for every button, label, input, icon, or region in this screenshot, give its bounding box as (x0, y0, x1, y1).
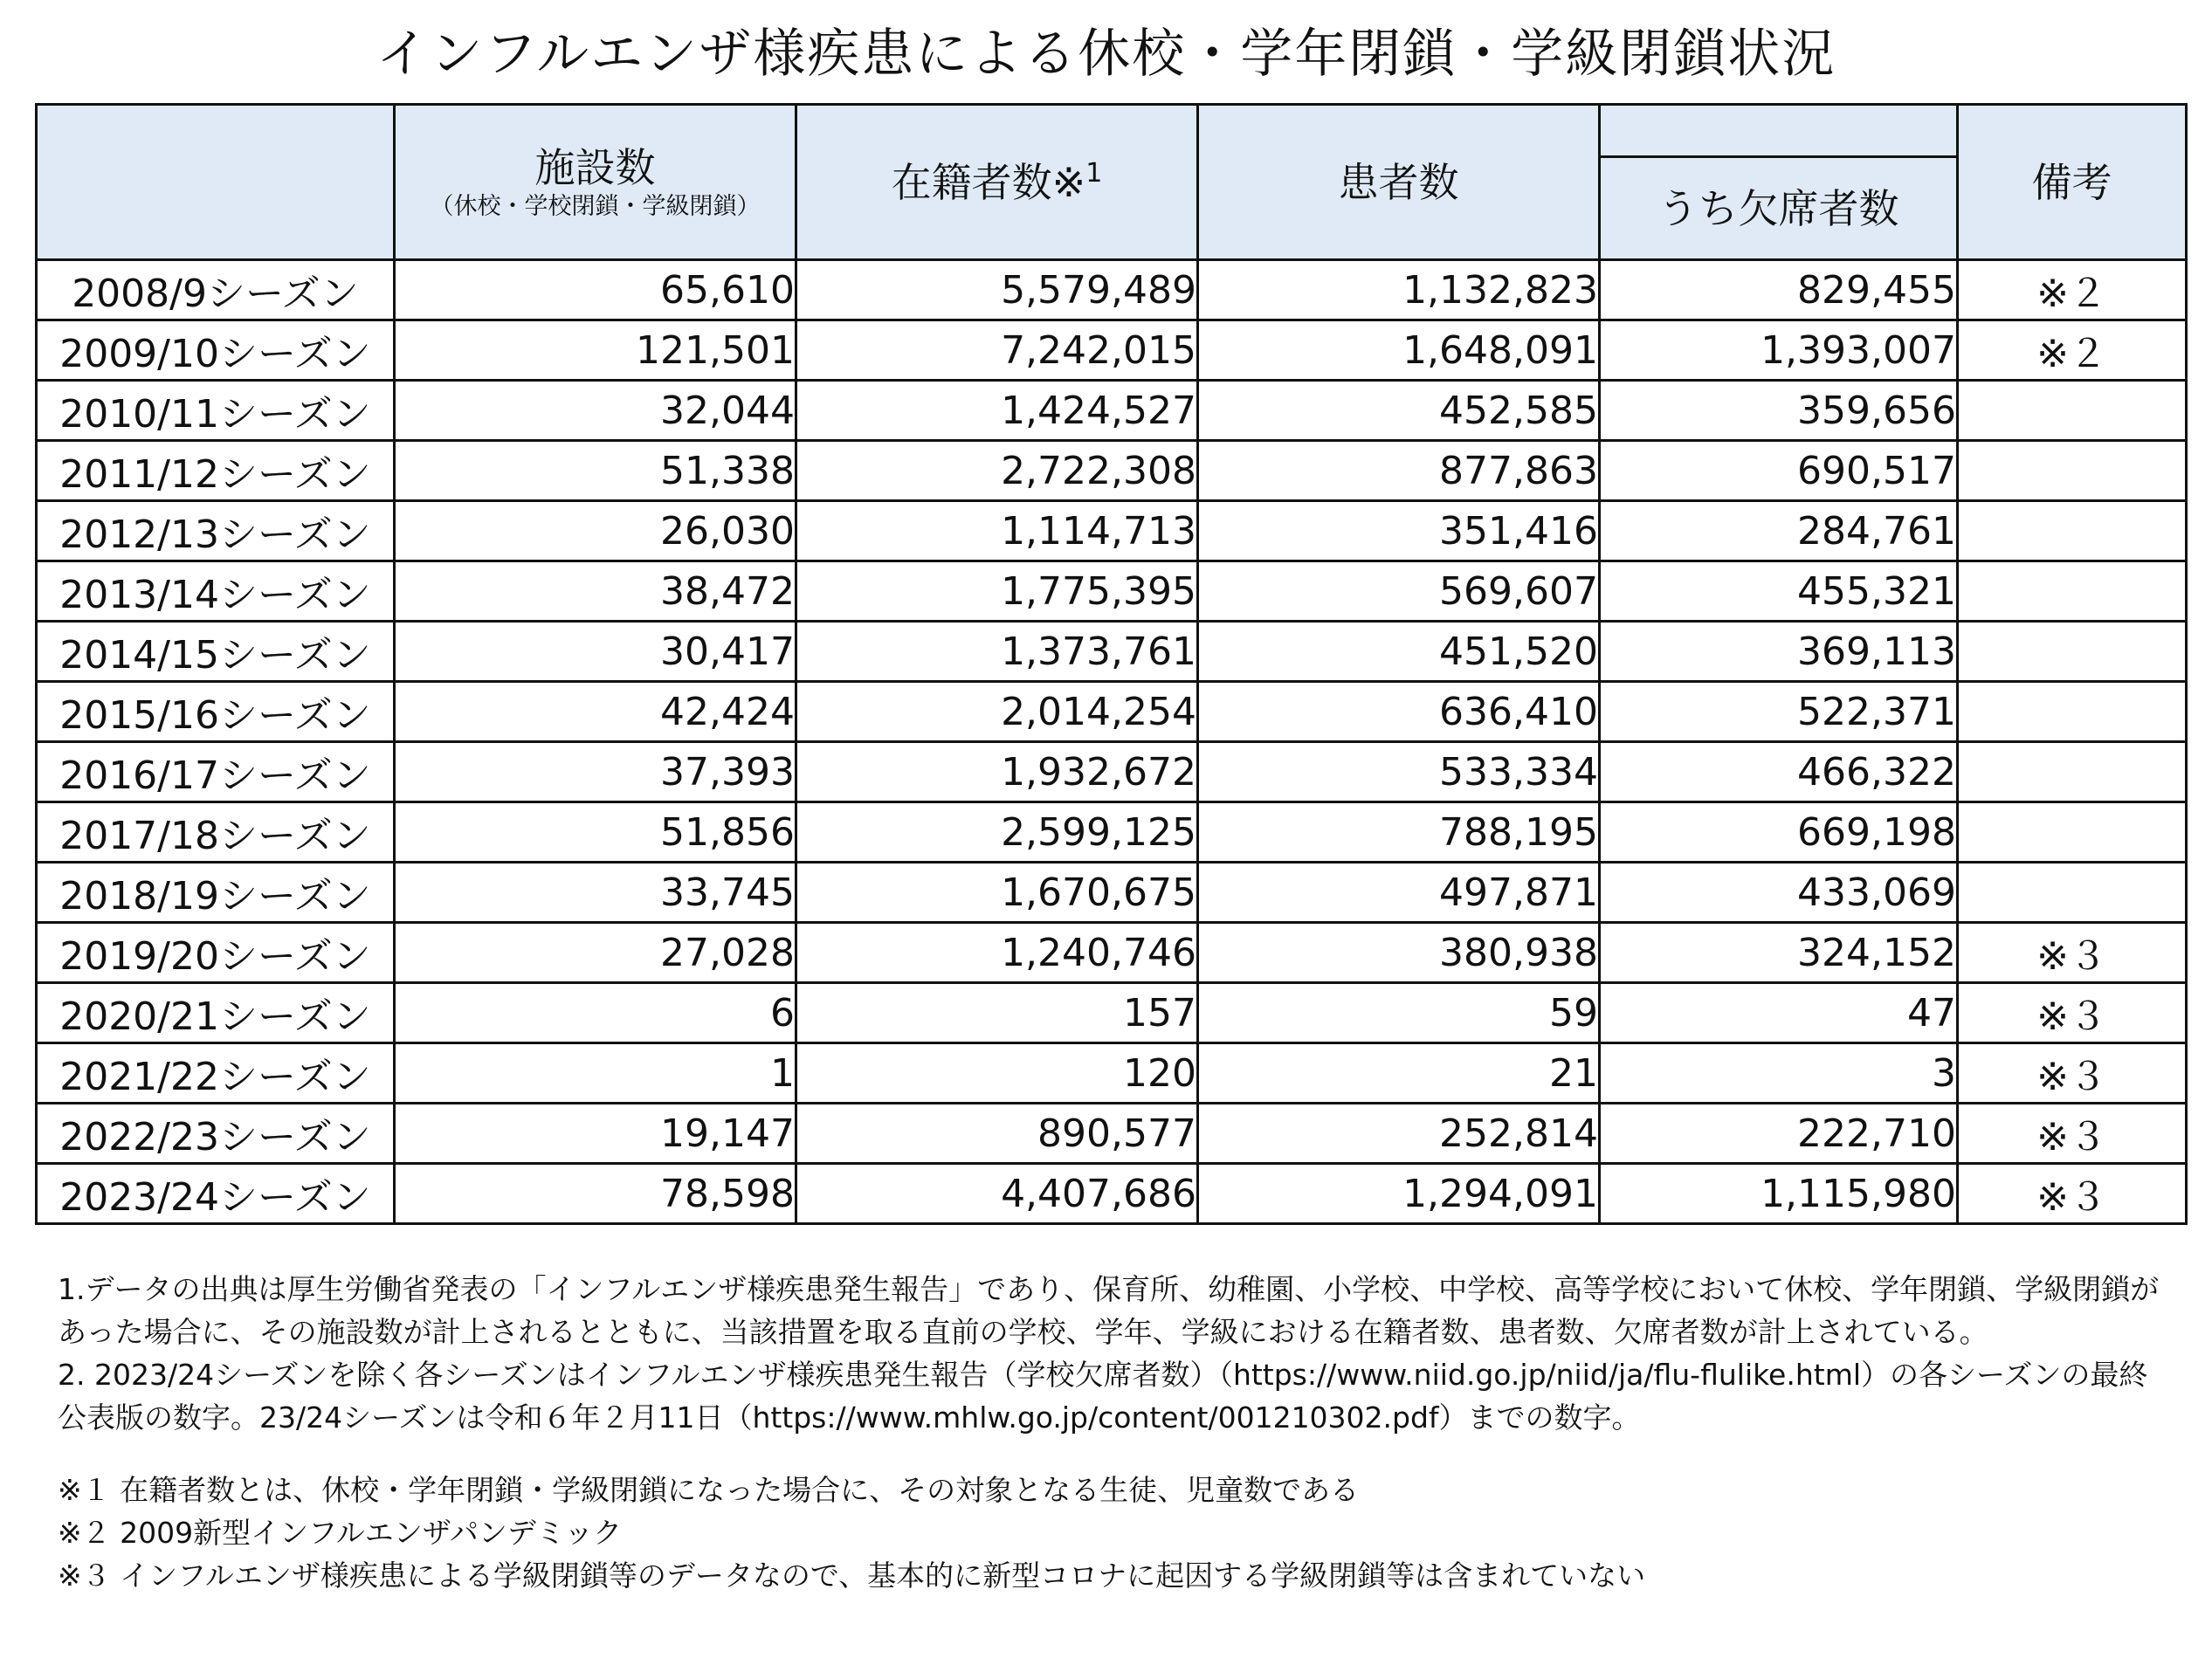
season-cell: 2020/21シーズン (37, 983, 395, 1043)
enrolled-cell: 1,932,672 (796, 742, 1198, 802)
table-row (37, 923, 2187, 983)
enrolled-cell: 2,599,125 (796, 802, 1198, 863)
patients-cell: 636,410 (1198, 682, 1600, 742)
season-cell: 2019/20シーズン (37, 923, 395, 983)
season-cell: 2021/22シーズン (37, 1043, 395, 1104)
patients-cell: 351,416 (1198, 501, 1600, 561)
remarks-cell: ※３ (1958, 1164, 2187, 1224)
footnote-2: ※２ 2009新型インフルエンザパンデミック (58, 1516, 623, 1550)
header-remarks-label: 備考 (2031, 158, 2112, 206)
table-row (37, 682, 2187, 742)
table-row (37, 320, 2187, 381)
remarks-cell: ※２ (1958, 260, 2187, 320)
enrolled-cell: 4,407,686 (796, 1164, 1198, 1224)
season-cell: 2022/23シーズン (37, 1104, 395, 1164)
facilities-cell: 1 (395, 1043, 796, 1104)
header-absent-label: うち欠席者数 (1657, 184, 1899, 232)
patients-cell: 380,938 (1198, 923, 1600, 983)
remarks-cell: ※３ (1958, 923, 2187, 983)
remarks-cell (1958, 381, 2187, 441)
table-row (37, 622, 2187, 682)
header-enrolled-label: 在籍者数※ (891, 158, 1086, 206)
facilities-cell: 42,424 (395, 682, 796, 742)
enrolled-cell: 1,240,746 (796, 923, 1198, 983)
absent-cell: 433,069 (1600, 863, 1958, 923)
absent-cell: 3 (1600, 1043, 1958, 1104)
header-enrolled (796, 105, 1198, 260)
season-cell: 2018/19シーズン (37, 863, 395, 923)
enrolled-cell: 5,579,489 (796, 260, 1198, 320)
note-2: 2. 2023/24シーズンを除く各シーズンはインフルエンザ様疾患発生報告（学校欠席者数）（https://www.niid.go.jp/niid/ja/flu-flulike.html）の各シーズンの最終公表版の数字。23/24シーズンは令和６年２月11日（https://www.mhlw.go.jp/content/001210302.pdf）までの数字。 (58, 1358, 2148, 1435)
table-row (37, 983, 2187, 1043)
note-1: 1.データの出典は厚生労働省発表の「インフルエンザ様疾患発生報告」であり、保育所、幼稚園、小学校、中学校、高等学校において休校、学年閉鎖、学級閉鎖があった場合に、その施設数が計上されるとともに、当該措置を取る直前の学校、学年、学級における在籍者数、患者数、欠席者数が計上されている。 (58, 1272, 2160, 1349)
enrolled-cell: 157 (796, 983, 1198, 1043)
table-row (37, 561, 2187, 622)
patients-cell: 877,863 (1198, 441, 1600, 501)
remarks-cell (1958, 863, 2187, 923)
facilities-cell: 51,338 (395, 441, 796, 501)
facilities-cell: 78,598 (395, 1164, 796, 1224)
enrolled-cell: 1,670,675 (796, 863, 1198, 923)
facilities-cell: 32,044 (395, 381, 796, 441)
remarks-cell: ※３ (1958, 983, 2187, 1043)
header-facilities-label: 施設数 (534, 143, 656, 191)
header-season (37, 105, 395, 260)
patients-cell: 451,520 (1198, 622, 1600, 682)
absent-cell: 669,198 (1600, 802, 1958, 863)
remarks-cell (1958, 682, 2187, 742)
patients-cell: 1,132,823 (1198, 260, 1600, 320)
season-cell: 2012/13シーズン (37, 501, 395, 561)
season-cell: 2011/12シーズン (37, 441, 395, 501)
season-cell: 2017/18シーズン (37, 802, 395, 863)
patients-cell: 1,294,091 (1198, 1164, 1600, 1224)
remarks-cell (1958, 561, 2187, 622)
patients-cell: 1,648,091 (1198, 320, 1600, 381)
enrolled-cell: 7,242,015 (796, 320, 1198, 381)
season-cell: 2023/24シーズン (37, 1164, 395, 1224)
facilities-cell: 121,501 (395, 320, 796, 381)
header-patients-label: 患者数 (1338, 158, 1459, 206)
header-remarks (1958, 105, 2187, 260)
patients-cell: 497,871 (1198, 863, 1600, 923)
table-row (37, 742, 2187, 802)
absent-cell: 455,321 (1600, 561, 1958, 622)
season-cell: 2013/14シーズン (37, 561, 395, 622)
season-cell: 2010/11シーズン (37, 381, 395, 441)
enrolled-cell: 1,114,713 (796, 501, 1198, 561)
remarks-cell (1958, 742, 2187, 802)
season-cell: 2009/10シーズン (37, 320, 395, 381)
absent-cell: 359,656 (1600, 381, 1958, 441)
enrolled-cell: 1,424,527 (796, 381, 1198, 441)
absent-cell: 522,371 (1600, 682, 1958, 742)
facilities-cell: 51,856 (395, 802, 796, 863)
table-row (37, 1043, 2187, 1104)
remarks-cell (1958, 802, 2187, 863)
season-cell: 2008/9シーズン (37, 260, 395, 320)
absent-cell: 47 (1600, 983, 1958, 1043)
footnote-1: ※１ 在籍者数とは、休校・学年閉鎖・学級閉鎖になった場合に、その対象となる生徒、児童数である (58, 1473, 1360, 1507)
facilities-cell: 6 (395, 983, 796, 1043)
absent-cell: 324,152 (1600, 923, 1958, 983)
patients-cell: 252,814 (1198, 1104, 1600, 1164)
footnote-3: ※３ インフルエンザ様疾患による学級閉鎖等のデータなので、基本的に新型コロナに起因する学級閉鎖等は含まれていない (58, 1558, 1646, 1593)
header-facilities-sub: （休校・学校閉鎖・学級閉鎖） (430, 192, 761, 220)
table-body (37, 260, 2187, 1224)
absent-cell: 1,115,980 (1600, 1164, 1958, 1224)
enrolled-cell: 2,014,254 (796, 682, 1198, 742)
remarks-cell (1958, 622, 2187, 682)
page-title: インフルエンザ様疾患による休校・学年閉鎖・学級閉鎖状況 (376, 24, 1836, 85)
remarks-cell: ※２ (1958, 320, 2187, 381)
absent-cell: 222,710 (1600, 1104, 1958, 1164)
facilities-cell: 65,610 (395, 260, 796, 320)
patients-cell: 569,607 (1198, 561, 1600, 622)
enrolled-cell: 1,775,395 (796, 561, 1198, 622)
table-row (37, 441, 2187, 501)
facilities-cell: 38,472 (395, 561, 796, 622)
remarks-cell (1958, 501, 2187, 561)
closure-table (35, 103, 2188, 1225)
facilities-cell: 27,028 (395, 923, 796, 983)
header-absent (1600, 157, 1958, 260)
patients-cell: 21 (1198, 1043, 1600, 1104)
table-row (37, 1104, 2187, 1164)
enrolled-cell: 2,722,308 (796, 441, 1198, 501)
header-patients (1198, 105, 1600, 260)
facilities-cell: 33,745 (395, 863, 796, 923)
patients-cell: 533,334 (1198, 742, 1600, 802)
table-row (37, 1164, 2187, 1224)
facilities-cell: 37,393 (395, 742, 796, 802)
enrolled-cell: 1,373,761 (796, 622, 1198, 682)
header-patients-spacer (1600, 105, 1958, 157)
absent-cell: 284,761 (1600, 501, 1958, 561)
table-row (37, 381, 2187, 441)
remarks-cell: ※３ (1958, 1043, 2187, 1104)
enrolled-cell: 120 (796, 1043, 1198, 1104)
season-cell: 2015/16シーズン (37, 682, 395, 742)
patients-cell: 452,585 (1198, 381, 1600, 441)
facilities-cell: 26,030 (395, 501, 796, 561)
season-cell: 2016/17シーズン (37, 742, 395, 802)
header-enrolled-sup: 1 (1085, 157, 1103, 189)
patients-cell: 59 (1198, 983, 1600, 1043)
table-row (37, 501, 2187, 561)
header-facilities (395, 105, 796, 260)
notes-section (58, 1268, 2171, 1597)
facilities-cell: 19,147 (395, 1104, 796, 1164)
absent-cell: 829,455 (1600, 260, 1958, 320)
absent-cell: 466,322 (1600, 742, 1958, 802)
patients-cell: 788,195 (1198, 802, 1600, 863)
season-cell: 2014/15シーズン (37, 622, 395, 682)
enrolled-cell: 890,577 (796, 1104, 1198, 1164)
absent-cell: 1,393,007 (1600, 320, 1958, 381)
facilities-cell: 30,417 (395, 622, 796, 682)
table-row (37, 802, 2187, 863)
table-row (37, 260, 2187, 320)
remarks-cell: ※３ (1958, 1104, 2187, 1164)
absent-cell: 690,517 (1600, 441, 1958, 501)
absent-cell: 369,113 (1600, 622, 1958, 682)
table-row (37, 863, 2187, 923)
remarks-cell (1958, 441, 2187, 501)
